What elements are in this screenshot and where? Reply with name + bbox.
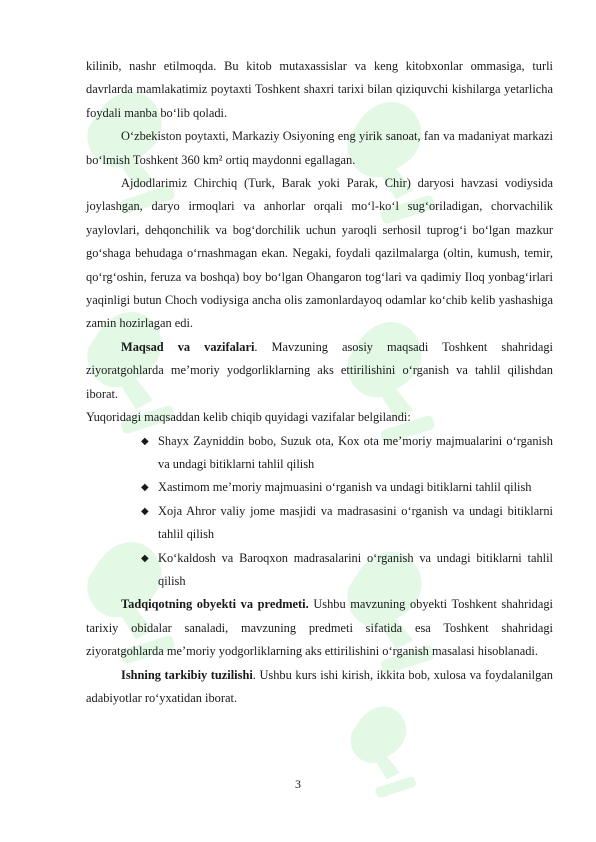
paragraph-tashkent-area: O‘zbekiston poytaxti, Markaziy Osiyoning eng yirik sanoat, fan va madaniyat markazi bo‘lmish Toshkent 360 km² ortiq maydonni egallagan. [86,129,553,167]
list-item: ◆ Shayx Zayniddin bobo, Suzuk ota, Kox ota me’moriy majmualarini o‘rganish va undagi bitiklarni tahlil qilish [158,430,553,477]
structure-text: . Ushbu kurs ishi kirish, ikkita bob, xulosa va foydalanilgan adabiyotlar ro‘yxatidan iborat. [86,667,553,705]
document-body [86,55,553,710]
page-number: 3 [295,777,301,791]
heading-structure: Ishning tarkibiy tuzilishi [121,667,253,682]
list-item: ◆ Xoja Ahror valiy jome masjidi va madrasasini o‘rganish va undagi bitiklarni tahlil qilish [158,500,553,547]
bullet-diamond-icon: ◆ [141,435,149,447]
paragraph-tasks-intro: Yuqoridagi maqsaddan kelib chiqib quyidagi vazifalar belgilandi: [86,410,411,425]
list-item: ◆ Xastimom me’moriy majmuasini o‘rganish va undagi bitiklarni tahlil qilish [158,476,553,499]
bullet-diamond-icon: ◆ [141,505,149,517]
heading-research-object: Tadqiqotning obyekti va predmeti. [121,597,309,612]
paragraph-research-object [86,593,553,663]
paragraph-intro-continuation: kilinib, nashr etilmoqda. Bu kitob mutaxassislar va keng kitobxonlar ommasiga, turli davrlarda mamlakatimiz poytaxti Toshkent shaxri tarixi bilan qiziquvchi kishilarga yetarlicha foydali manba bo‘lib qoladi. [86,59,553,120]
goals-text: . Mavzuning asosiy maqsadi Toshkent shahridagi ziyoratgohlarda me’moriy yodgorliklarning aks ettirilishini o‘rganish va tahlil qilishdan iborat. [86,339,553,401]
heading-goals: Maqsad va vazifalari [121,339,255,354]
paragraph-structure [86,664,553,711]
bullet-diamond-icon: ◆ [141,482,149,494]
research-object-text: Ushbu mavzuning obyekti Toshkent shahridagi tarixiy obidalar sanaladi, mavzuning predmeti sifatida esa Toshkent shahridagi ziyoratgohlarda me’moriy yodgorliklarning aks ettirilishini o‘rganish masalasi hisoblanadi. [86,597,553,659]
paragraph-goals [86,336,553,406]
bullet-diamond-icon: ◆ [141,552,149,564]
task-list [86,430,553,594]
paragraph-chirchiq-valley: Ajdodlarimiz Chirchiq (Turk, Barak yoki Parak, Chir) daryosi havzasi vodiysida joylashgan, daryo irmoqlari va anhorlar orqali mo‘l-ko‘l sug‘oriladigan, chorvachilik yaylovlari, dehqonchilik va bog‘dorchilik uchun yaroqli serhosil tuprog‘i bo‘lgan mazkur go‘shaga behudaga o‘rnashmagan ekan. Negaki, foydali qazilmalarga (oltin, kumush, temir, qo‘rg‘oshin, feruza va boshqa) boy bo‘lgan Ohangaron tog‘lari va qadimiy Iloq yonbag‘irlari yaqinligi butun Choch vodiysiga ancha olis zamonlardayoq odamlar ko‘chib kelib yashashiga zamin hozirlagan edi. [86,176,553,331]
list-item: ◆ Ko‘kaldosh va Baroqxon madrasalarini o‘rganish va undagi bitiklarni tahlil qilish [158,547,553,594]
